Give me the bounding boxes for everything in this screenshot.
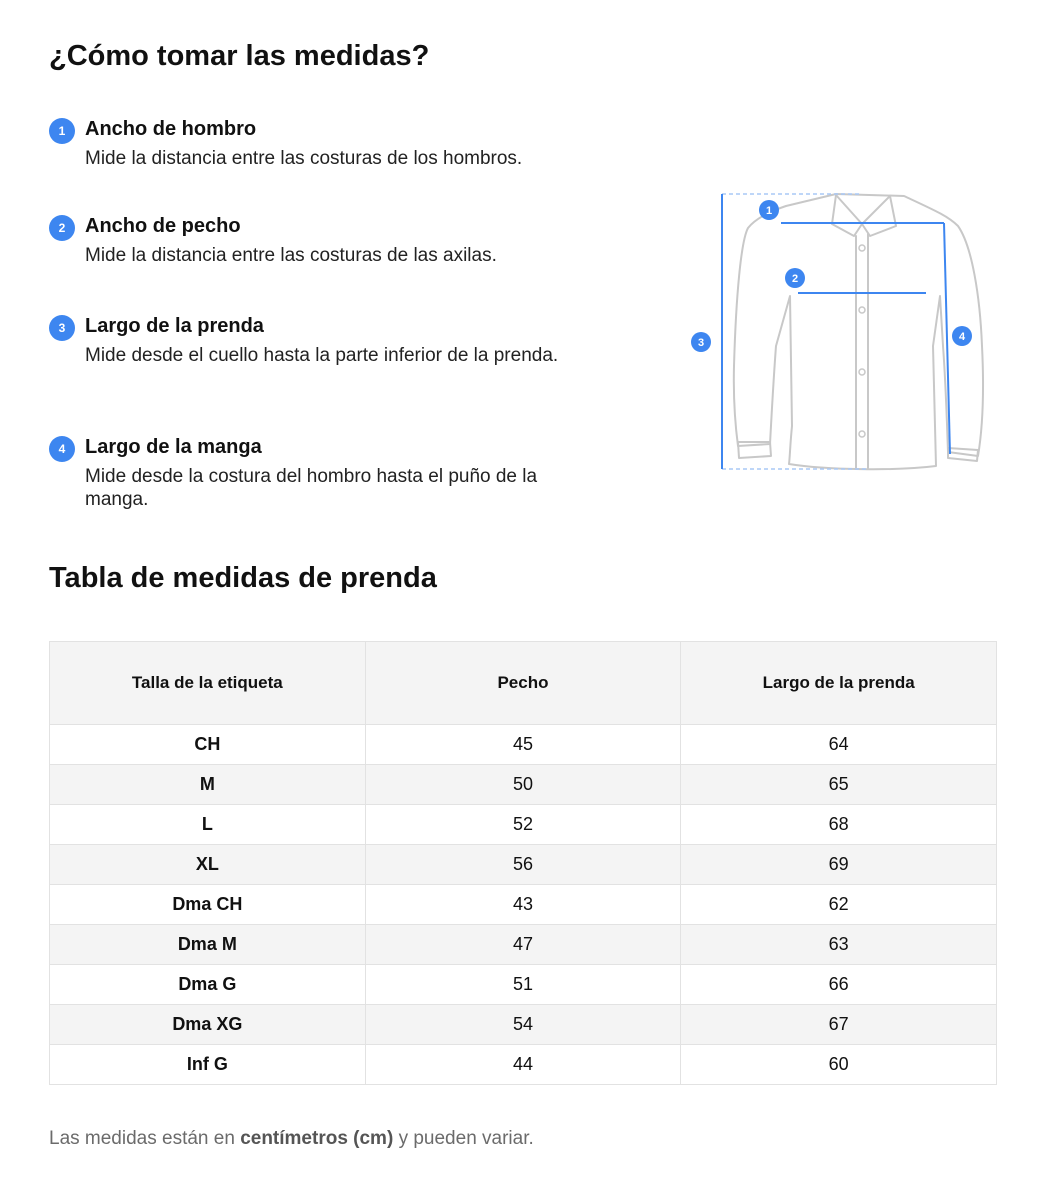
length-cell: 69 [681, 845, 997, 885]
button-icon [859, 307, 865, 313]
footnote-prefix: Las medidas están en [49, 1128, 241, 1149]
size-cell: Inf G [50, 1045, 366, 1085]
step-title: Largo de la manga [85, 436, 262, 458]
marker-label: 3 [697, 337, 705, 349]
step-number-badge: 4 [49, 436, 75, 462]
table-row [50, 845, 997, 885]
table-row [50, 725, 997, 765]
length-cell: 67 [681, 1005, 997, 1045]
size-cell: XL [50, 845, 366, 885]
button-icon [859, 431, 865, 437]
units-footnote [49, 1128, 534, 1150]
table-header-row [50, 642, 997, 725]
column-header-length: Largo de la prenda [681, 642, 997, 725]
marker-label: 4 [958, 331, 966, 343]
size-cell: Dma M [50, 925, 366, 965]
size-table-title: Tabla de medidas de prenda [49, 562, 437, 594]
chest-cell: 50 [365, 765, 681, 805]
table-row [50, 765, 997, 805]
table-row [50, 885, 997, 925]
table-row [50, 1045, 997, 1085]
length-cell: 68 [681, 805, 997, 845]
step-description: Mide desde el cuello hasta la parte inferior de la prenda. [85, 345, 559, 366]
step-title: Largo de la prenda [85, 315, 264, 337]
size-cell: Dma G [50, 965, 366, 1005]
chest-cell: 44 [365, 1045, 681, 1085]
column-header-chest: Pecho [365, 642, 681, 725]
size-cell: Dma CH [50, 885, 366, 925]
shirt-outline [734, 194, 983, 469]
table-row [50, 805, 997, 845]
size-cell: Dma XG [50, 1005, 366, 1045]
chest-cell: 47 [365, 925, 681, 965]
chest-cell: 54 [365, 1005, 681, 1045]
step-description: Mide la distancia entre las costuras de las axilas. [85, 245, 497, 266]
how-to-measure-title: ¿Cómo tomar las medidas? [49, 40, 430, 72]
chest-cell: 52 [365, 805, 681, 845]
shirt-buttons [859, 245, 865, 437]
marker-label: 2 [791, 273, 799, 285]
footnote-suffix: y pueden variar. [393, 1128, 534, 1149]
button-icon [859, 245, 865, 251]
length-cell: 60 [681, 1045, 997, 1085]
length-cell: 62 [681, 885, 997, 925]
table-row [50, 1005, 997, 1045]
size-table [49, 641, 997, 1085]
button-icon [859, 369, 865, 375]
size-cell: L [50, 805, 366, 845]
step-title: Ancho de pecho [85, 215, 241, 237]
footnote-emphasis: centímetros (cm) [240, 1128, 394, 1149]
length-cell: 63 [681, 925, 997, 965]
table-row [50, 965, 997, 1005]
chest-cell: 56 [365, 845, 681, 885]
guide-lines [722, 194, 866, 469]
length-cell: 65 [681, 765, 997, 805]
size-cell: M [50, 765, 366, 805]
column-header-size: Talla de la etiqueta [50, 642, 366, 725]
chest-cell: 43 [365, 885, 681, 925]
chest-cell: 45 [365, 725, 681, 765]
step-number-badge: 2 [49, 215, 75, 241]
step-number-badge: 3 [49, 315, 75, 341]
step-number-badge: 1 [49, 118, 75, 144]
length-cell: 64 [681, 725, 997, 765]
shirt-diagram [686, 186, 996, 478]
table-row [50, 925, 997, 965]
step-description: Mide la distancia entre las costuras de los hombros. [85, 148, 523, 169]
step-description: Mide desde la costura del hombro hasta el puño de la manga. [85, 466, 538, 510]
chest-cell: 51 [365, 965, 681, 1005]
marker-label: 1 [765, 205, 773, 217]
step-title: Ancho de hombro [85, 118, 257, 140]
length-cell: 66 [681, 965, 997, 1005]
measurement-lines [722, 194, 950, 469]
size-cell: CH [50, 725, 366, 765]
